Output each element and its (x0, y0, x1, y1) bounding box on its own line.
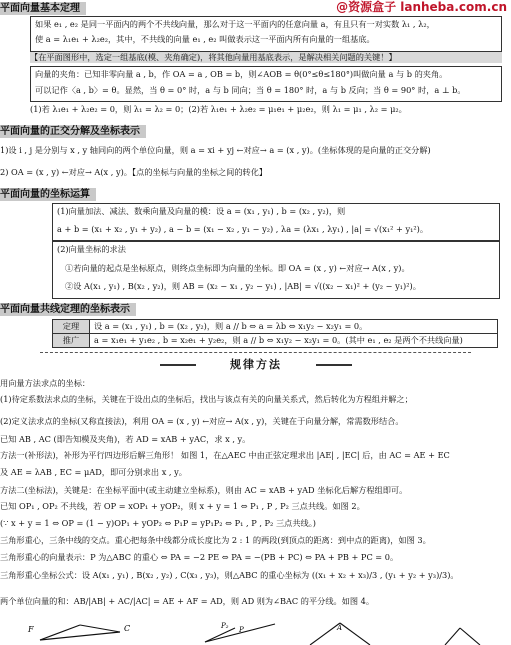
collinear-table (52, 319, 498, 348)
text-line: 两个单位向量的和：AB/|AB| + AC/|AC| = AE + AF = AD，则 AD 则为∠BAC 的平分线。如图 4。 (0, 596, 375, 606)
text-line: (1)向量加法、减法、数乘向量及向量的模：设 a = (x₁ , y₁) , b = (x₂ , y₂)，则 (57, 206, 346, 216)
divider (40, 352, 471, 353)
section-title-orthogonal: 平面向量的正交分解及坐标表示 (0, 125, 146, 138)
text-line: 方法一(补形法)，补形为平行四边形后解三角形！ 如图 1，在△AEC 中由正弦定理求出 |AE| , |EC| 后，由 AC = AE + EC (0, 450, 450, 460)
table-cell: 设 a = (x₁ , y₁) , b = (x₂ , y₂)，则 a // b ⇔ a = λb ⇔ x₁y₂ − x₂y₁ = 0。 (90, 320, 498, 334)
table-cell: a = x₁e₁ + y₁e₂ , b = x₂e₁ + y₂e₂，则 a // b ⇔ x₁y₂ − x₂y₁ = 0。(其中 e₁ , e₂ 是两个不共线向量) (90, 334, 498, 348)
text-line: 及 AE = λAB , EC = μAD，即可分别求出 x , y。 (0, 467, 187, 477)
text-line: ②设 A(x₁ , y₁) , B(x₂ , y₂)，则 AB = (x₂ − x₁ , y₂ − y₁) , |AB| = √((x₂ − x₁)² + (y₂ − y₁)²)。 (65, 281, 421, 291)
section-title-coordinate-ops: 平面向量的坐标运算 (0, 188, 96, 201)
figure-label: P (239, 626, 244, 634)
definition-box (30, 16, 502, 52)
text-line: (1)若 λ₁e₁ + λ₂e₂ = 0，则 λ₁ = λ₂ = 0；(2)若 λ₁e₁ + λ₂e₂ = μ₁e₁ + μ₂e₂，则 λ₁ = μ₁ , λ₂ = μ₂。 (30, 104, 407, 114)
text-line: 三角形重心，三条中线的交点。重心把每条中线都分成长度比为 2 : 1 的两段(到顶点的距离：到中点的距离)，如图 3。 (0, 535, 431, 545)
table-head: 推广 (53, 334, 90, 348)
figure-3 (300, 620, 380, 645)
text-line: 已知 AB , AC (即告知模及夹角)，若 AD = xAB + yAC，求 x , y。 (0, 434, 251, 444)
text-line: 1)设 i , j 是分别与 x , y 轴同向的两个单位向量，则 a = xi + yj ←对应→ a = (x , y)。(坐标体现的是向量的正交分解) (0, 145, 431, 155)
section-title-collinear: 平面向量共线定理的坐标表示 (0, 303, 136, 316)
figure-label: P₂ (221, 622, 229, 630)
angle-box (30, 66, 502, 102)
text-line: (2)向量坐标的求法 (57, 244, 126, 254)
watermark: @资源盒子 lanheba.com.cn (336, 0, 507, 14)
text-line: 用向量方法求点的坐标： (0, 378, 91, 388)
key-note-line: 【在平面图形中，选定一组基底(模、夹角确定)，将其他向量用基底表示，是解决相关问题的关键！】 (30, 52, 502, 63)
text-line: 使 a = λ₁e₁ + λ₂e₂，其中，不共线的向量 e₁ , e₂ 叫做表示这一平面内所有向量的一组基底。 (35, 34, 375, 44)
text-line: 2) OA = (x , y) ←对应→ A(x , y)。【点的坐标与向量的坐标之间的转化】 (0, 167, 268, 177)
text-line: 向量的夹角：已知非零向量 a , b，作 OA = a , OB = b，则∠AOB = θ(0°≤θ≤180°)叫做向量 a 与 b 的夹角。 (35, 69, 448, 79)
figure-label: A (337, 624, 343, 632)
text-line: a + b = (x₁ + x₂ , y₁ + y₂) , a − b = (x₁ − x₂ , y₁ − y₂) , λa = (λx₁ , λy₁) , |a| = √(x₁² + y₁²)。 (57, 224, 429, 234)
text-line: 三角形重心的向量表示：P 为△ABC 的重心 ⇔ PA = −2 PE ⇔ PA = −(PB + PC) ⇔ PA + PB + PC = 0。 (0, 552, 399, 562)
text-line: 可以记作〈a , b〉= θ。显然，当 θ = 0° 时，a 与 b 同向；当 θ = 180° 时，a 与 b 反向；当 θ = 90° 时，a ⊥ b。 (35, 85, 466, 95)
text-line: 如果 e₁ , e₂ 是同一平面内的两个不共线向量，那么对于这一平面内的任意向量 a，有且只有一对实数 λ₁ , λ₂， (35, 19, 435, 29)
figure-2 (195, 620, 315, 645)
text-line: (∵ x + y = 1 ⇔ OP = (1 − y)OP₁ + yOP₂ ⇔ P₁P = yP₁P₂ ⇔ P₁ , P , P₂ 三点共线。) (0, 518, 316, 528)
table-row (53, 334, 498, 348)
text-line: (1)待定系数法求点的坐标，关键在于设出点的坐标后，找出与该点有关的向量关系式，然后转化为方程组并解之； (0, 394, 413, 404)
text-line: 三角形重心坐标公式：设 A(x₁ , y₁) , B(x₂ , y₂) , C(x₃ , y₃)，则△ABC 的重心坐标为 ((x₁ + x₂ + x₃)/3 , (y₁ + y₂ + y₃)/3)。 (0, 570, 459, 580)
section-title-basic-theorem: 平面向量基本定理 (0, 2, 86, 15)
figure-label: C (124, 624, 131, 633)
text-line: 已知 OP₁ , OP₂ 不共线，若 OP = xOP₁ + yOP₂，则 x + y = 1 ⇔ P₁ , P , P₂ 三点共线。如图 2。 (0, 501, 365, 511)
operations-box (52, 203, 500, 241)
methods-banner: 规律方法 (200, 357, 312, 373)
text-line: (2)定义法求点的坐标(又称直接法)，利用 OA = (x , y) ←对应→ A(x , y)，关键在于向量分解，常需数形结合。 (0, 416, 404, 426)
figure-1 (20, 620, 180, 645)
table-head: 定理 (53, 320, 90, 334)
text-line: 方法二(坐标法)，关键是：在坐标平面中(或主动建立坐标系)，则由 AC = xAB + yAD 坐标化后解方程组即可。 (0, 485, 408, 495)
figure-4 (420, 620, 500, 645)
text-line: ①若向量的起点是坐标原点，则终点坐标即为向量的坐标。即 OA = (x , y) ←对应→ A(x , y)。 (65, 263, 410, 273)
coordinate-method-box (52, 241, 500, 299)
table-row (53, 320, 498, 334)
figure-label: F (28, 625, 34, 634)
